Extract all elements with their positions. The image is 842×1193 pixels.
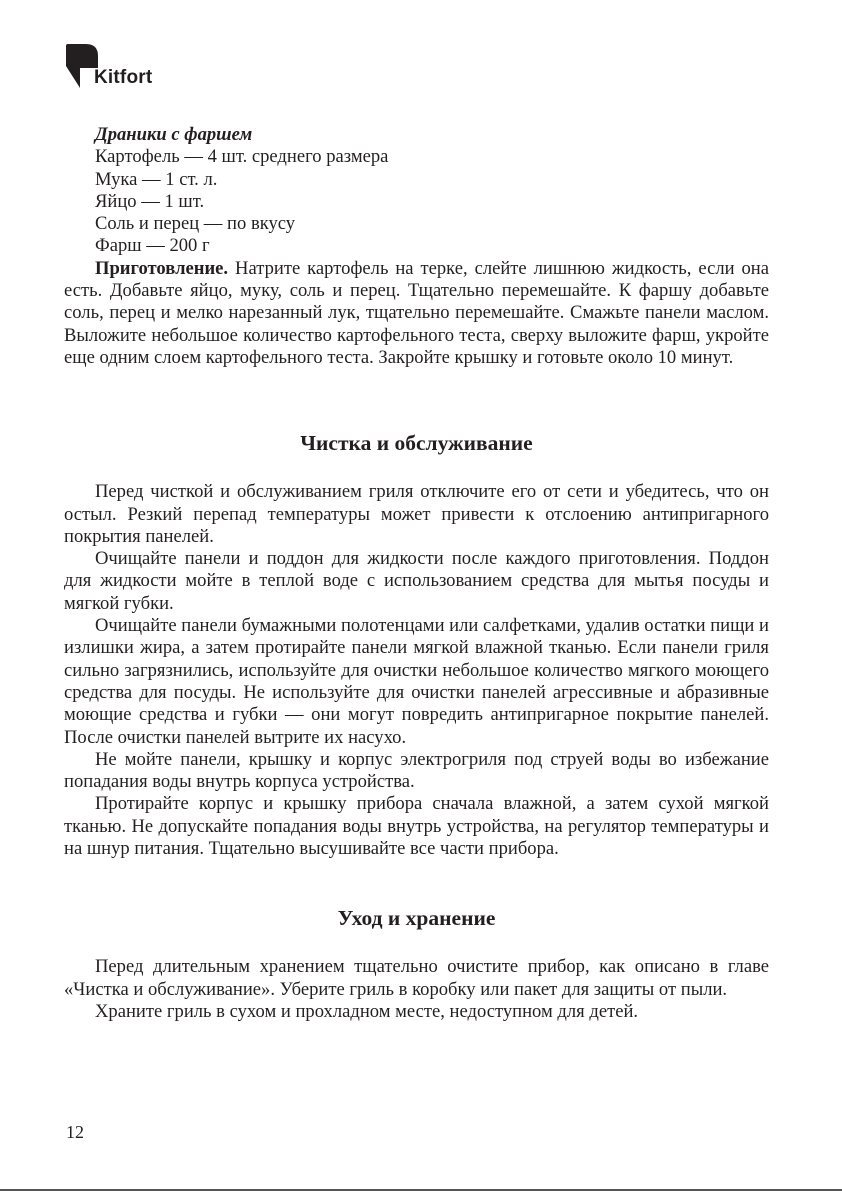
recipe-preparation: [64, 258, 769, 369]
cleaning-heading: Чистка и обслуживание: [300, 431, 533, 456]
cleaning-paragraph: Очищайте панели бумажными полотенцами или салфетками, удалив остатки пищи и излишки жира, а затем протирайте панели мягкой влажной тканью. Если панели гриля сильно загрязнились, используйте для очистки небольшое количество мягкого моющего средства для посуды. Не используйте для очистки панелей агрессивные и абразивные моющие средства и губки — они могут повредить антипригарное покрытие панелей. После очистки панелей вытрите их насухо.: [64, 615, 769, 748]
ingredient-line: Яйцо — 1 шт.: [95, 190, 205, 212]
ingredient-line: Соль и перец — по вкусу: [95, 213, 296, 235]
cleaning-paragraph: Не мойте панели, крышку и корпус электрогриля под струей воды во избежание попадания воды внутрь корпуса устройства.: [64, 748, 769, 793]
cleaning-paragraph: Протирайте корпус и крышку прибора сначала влажной, а затем сухой мягкой тканью. Не допускайте попадания воды внутрь устройства, на регулятор температуры и на шнур питания. Тщательно высушивайте все части прибора.: [64, 793, 769, 860]
page-bottom-rule: [0, 1189, 842, 1191]
cleaning-paragraph: Перед чисткой и обслуживанием гриля отключите его от сети и убедитесь, что он остыл. Резкий перепад температуры может привести к отслоению антипригарного покрытия панелей.: [64, 481, 769, 547]
ingredient-line: Фарш — 200 г: [95, 235, 210, 257]
storage-heading: Уход и хранение: [337, 906, 496, 931]
cleaning-paragraph: Очищайте панели и поддон для жидкости после каждого приготовления. Поддон для жидкости мойте в теплой воде с использованием средства для мытья посуды и мягкой губки.: [64, 548, 769, 614]
brand-logo: [66, 44, 176, 92]
storage-paragraph: Храните гриль в сухом и прохладном месте, недоступном для детей.: [95, 1000, 639, 1022]
ingredient-line: Мука — 1 ст. л.: [95, 168, 218, 190]
ingredient-line: Картофель — 4 шт. среднего размера: [95, 146, 389, 168]
page-number: 12: [66, 1122, 84, 1142]
page-content: [64, 124, 769, 1023]
storage-paragraph: Перед длительным хранением тщательно очистите прибор, как описано в главе «Чистка и обслуживание». Уберите гриль в коробку или пакет для защиты от пыли.: [64, 956, 769, 1000]
logo-text: Kitfort: [94, 67, 153, 88]
preparation-label: Приготовление.: [95, 257, 229, 279]
preparation-text: Натрите картофель на терке, слейте лишнюю жидкость, если она есть. Добавьте яйцо, муку, соль и перец. Тщательно перемешайте. К фаршу добавьте соль, перец и мелко нарезанный лук, тщательно перемешайте. Смажьте панели маслом. Выложите небольшое количество картофельного теста, сверху выложите фарш, укройте еще одним слоем картофельного теста. Закройте крышку и готовьте около 10 минут.: [64, 257, 769, 368]
recipe-title: Драники с фаршем: [95, 124, 253, 145]
